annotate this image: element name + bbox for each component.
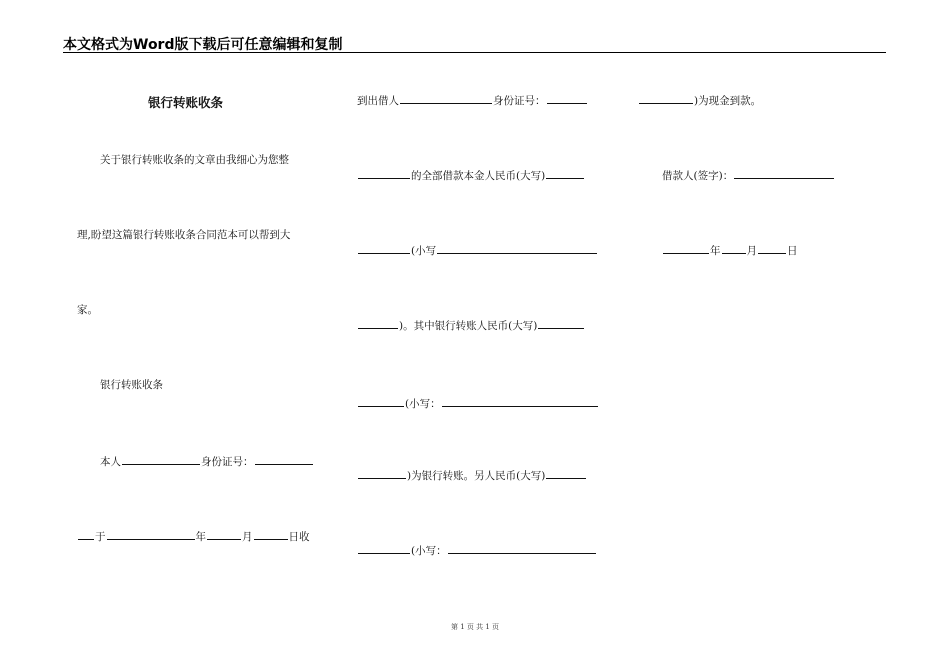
blank-other-upper[interactable] [546, 467, 586, 479]
blank-sign-year[interactable] [663, 242, 709, 254]
blank-sign-day[interactable] [758, 242, 786, 254]
blank-principal-lower[interactable] [437, 242, 597, 254]
label-lowercase-2: (小写： [405, 398, 441, 410]
intro-line-1 [100, 153, 289, 167]
label-lowercase-3: (小写： [411, 545, 447, 557]
label-borrower-signature: 借款人(签字)： [662, 170, 734, 182]
label-lender: 到出借人 [357, 95, 399, 107]
blank-transfer-upper[interactable] [538, 317, 584, 329]
intro-text-2: 理,盼望这篇银行转账收条合同范本可以帮到大 [77, 229, 291, 241]
label-lender-id: 身份证号： [493, 95, 546, 107]
blank-name[interactable] [122, 453, 200, 465]
intro-line-2 [77, 228, 290, 242]
signature-line [662, 167, 835, 183]
blank-prefix[interactable] [78, 528, 94, 540]
subheading: 银行转账收条 [100, 379, 163, 391]
principal-lower-line [357, 242, 598, 258]
other-amount-line [357, 467, 587, 483]
blank-day[interactable] [254, 528, 288, 540]
other-lower-line [357, 542, 597, 558]
label-id-number: 身份证号： [201, 456, 254, 468]
cash-line [638, 92, 761, 108]
date-line [77, 528, 310, 544]
blank-sign-month[interactable] [722, 242, 746, 254]
intro-line-3 [77, 303, 98, 317]
blank-transfer-prefix[interactable] [358, 317, 398, 329]
subheading-line [100, 378, 163, 392]
blank-signature[interactable] [734, 167, 834, 179]
identity-line [100, 453, 314, 469]
blank-year[interactable] [107, 528, 195, 540]
label-day-receive: 日收 [288, 531, 310, 543]
label-ben-ren: 本人 [100, 456, 121, 468]
blank-cash[interactable] [639, 92, 693, 104]
bank-transfer-line [357, 317, 585, 333]
label-other-amount: )为银行转账。另人民币(大写) [407, 470, 546, 482]
blank-principal-prefix[interactable] [358, 167, 410, 179]
principal-line [357, 167, 585, 183]
label-cash: )为现金到款。 [694, 95, 762, 107]
blank-month[interactable] [207, 528, 241, 540]
blank-id-number[interactable] [255, 453, 313, 465]
label-month: 月 [242, 531, 253, 543]
header-rule [63, 52, 886, 53]
page-footer: 第 1 页 共 1 页 [450, 623, 500, 631]
bank-transfer-lower-line [357, 395, 599, 411]
blank-other-prefix[interactable] [358, 467, 406, 479]
blank-transfer-lower[interactable] [442, 395, 598, 407]
label-sign-year: 年 [710, 245, 721, 257]
blank-principal-upper[interactable] [546, 167, 584, 179]
blank-lower-prefix[interactable] [358, 242, 410, 254]
sign-date-line [662, 242, 798, 258]
label-bank-transfer: )。其中银行转账人民币(大写) [399, 320, 538, 332]
label-yu: 于 [95, 531, 106, 543]
intro-text-1: 关于银行转账收条的文章由我细心为您整 [100, 154, 289, 166]
blank-transfer-lower-prefix[interactable] [358, 395, 404, 407]
intro-text-3: 家。 [77, 304, 98, 316]
header-title: 本文格式为Word版下载后可任意编辑和复制 [63, 37, 343, 53]
lender-line [357, 92, 588, 108]
blank-lender[interactable] [400, 92, 492, 104]
blank-other-lower[interactable] [448, 542, 596, 554]
label-lowercase: (小写 [411, 245, 437, 257]
blank-lender-id[interactable] [547, 92, 587, 104]
label-sign-day: 日 [787, 245, 798, 257]
document-title: 银行转账收条 [148, 95, 224, 110]
blank-other-lower-prefix[interactable] [358, 542, 410, 554]
label-year: 年 [195, 531, 206, 543]
label-principal: 的全部借款本金人民币(大写) [411, 170, 546, 182]
label-sign-month: 月 [746, 245, 757, 257]
